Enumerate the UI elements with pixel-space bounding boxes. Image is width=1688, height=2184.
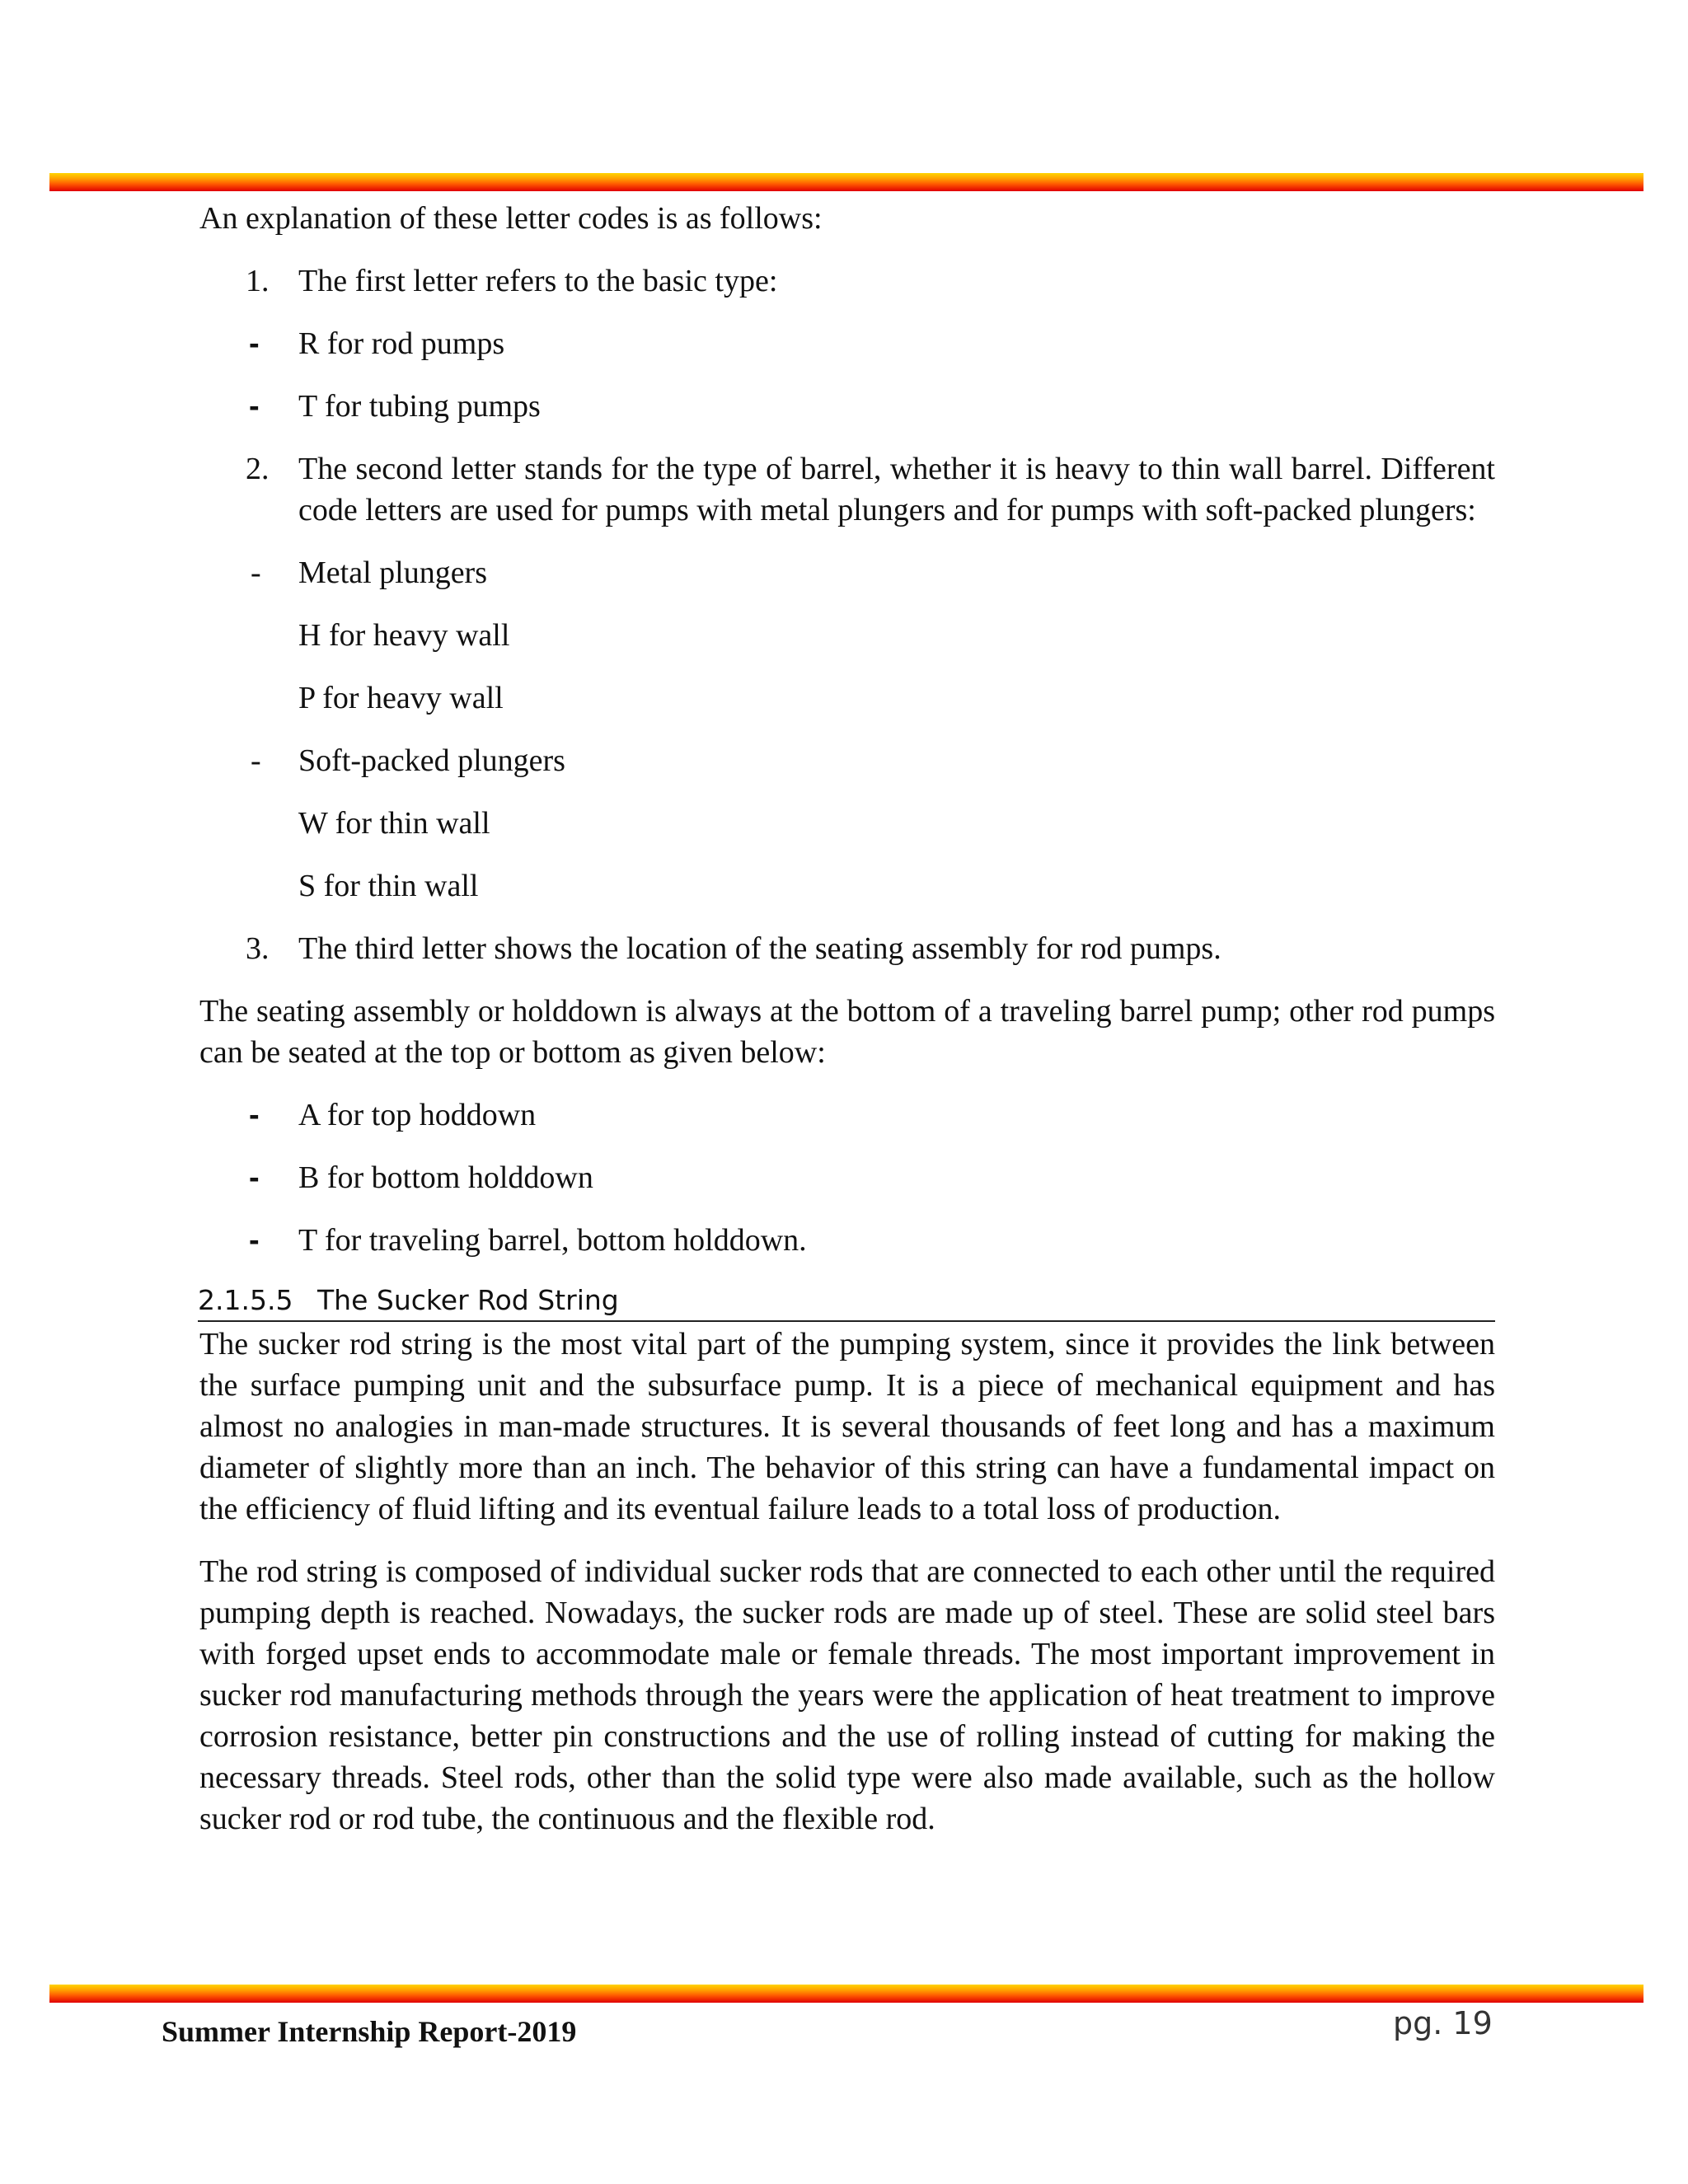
- list-item-text: R for rod pumps: [298, 326, 505, 361]
- seating-paragraph: The seating assembly or holddown is always at the bottom of a traveling barrel pump; other rod pumps can be seated at the top or bottom as given below:: [199, 994, 1495, 1070]
- list-item-text: The first letter refers to the basic type:: [298, 264, 778, 298]
- list-item: [199, 928, 1495, 969]
- intro-paragraph: An explanation of these letter codes is as follows:: [199, 201, 823, 236]
- list-dash: -: [249, 389, 260, 424]
- body-paragraph: The rod string is composed of individual sucker rods that are connected to each other until the required pumping depth is reached. Nowadays, the sucker rods are made up of steel. These are solid steel bars with forged upset ends to accommodate male or female threads. The most important improvement in sucker rod manufacturing methods through the years were the application of heat treatment to improve corrosion resistance, better pin constructions and the use of rolling instead of cutting for making the necessary threads. Steel rods, other than the solid type were also made available, such as the hollow sucker rod or rod tube, the continuous and the flexible rod.: [199, 1554, 1495, 1836]
- list-item: [199, 865, 1495, 907]
- list-dash: -: [249, 1098, 260, 1132]
- list-item: [199, 386, 1495, 427]
- list-item: [199, 1220, 1495, 1261]
- list-item: [199, 323, 1495, 364]
- list-item: [199, 1094, 1495, 1136]
- list-dash: -: [251, 555, 261, 590]
- footer-report-title: Summer Internship Report-2019: [162, 2015, 577, 2048]
- list-item-text: W for thin wall: [298, 806, 490, 841]
- list-item: [199, 803, 1495, 844]
- header-gradient-rule: [49, 173, 1643, 191]
- list-item-text: T for traveling barrel, bottom holddown.: [298, 1223, 807, 1258]
- list-item-text: P for heavy wall: [298, 681, 504, 715]
- list-item: [199, 677, 1495, 719]
- list-item-text: H for heavy wall: [298, 618, 510, 653]
- list-item: [199, 740, 1495, 781]
- list-number: 2.: [246, 452, 270, 486]
- list-item: [199, 1157, 1495, 1198]
- footer-gradient-rule: [49, 1985, 1643, 2003]
- list-item-text: B for bottom holddown: [298, 1160, 593, 1195]
- list-number: 1.: [246, 264, 270, 298]
- list-item-text: Soft-packed plungers: [298, 743, 565, 778]
- body-paragraph: The sucker rod string is the most vital part of the pumping system, since it provides the link between the surface pumping unit and the subsurface pump. It is a piece of mechanical equipment and has almost no analogies in man-made structures. It is several thousands of feet long and has a maximum diameter of slightly more than an inch. The behavior of this string can have a fundamental impact on the efficiency of fluid lifting and its eventual failure leads to a total loss of production.: [199, 1327, 1495, 1526]
- section-number: 2.1.5.5: [198, 1284, 293, 1316]
- list-item-text: The second letter stands for the type of barrel, whether it is heavy to thin wall barrel. Different code letters are used for pumps with metal plungers and for pumps with soft-packed plungers:: [298, 452, 1495, 527]
- list-item: [199, 448, 1495, 531]
- section-title: The Sucker Rod String: [317, 1284, 619, 1316]
- section-heading: [198, 1282, 1495, 1322]
- list-item: [199, 260, 1495, 302]
- list-item-text: S for thin wall: [298, 869, 479, 903]
- list-dash: -: [249, 1160, 260, 1195]
- list-item-text: T for tubing pumps: [298, 389, 541, 424]
- list-item: [199, 615, 1495, 656]
- list-item: [199, 552, 1495, 593]
- list-item-text: Metal plungers: [298, 555, 488, 590]
- list-dash: -: [249, 1223, 260, 1258]
- list-dash: -: [251, 743, 261, 778]
- list-item-text: The third letter shows the location of the seating assembly for rod pumps.: [298, 931, 1221, 966]
- page-body: [199, 198, 1495, 1861]
- page-number: pg. 19: [1393, 2005, 1493, 2041]
- list-dash: -: [249, 326, 260, 361]
- list-item-text: A for top hoddown: [298, 1098, 537, 1132]
- list-number: 3.: [246, 931, 270, 966]
